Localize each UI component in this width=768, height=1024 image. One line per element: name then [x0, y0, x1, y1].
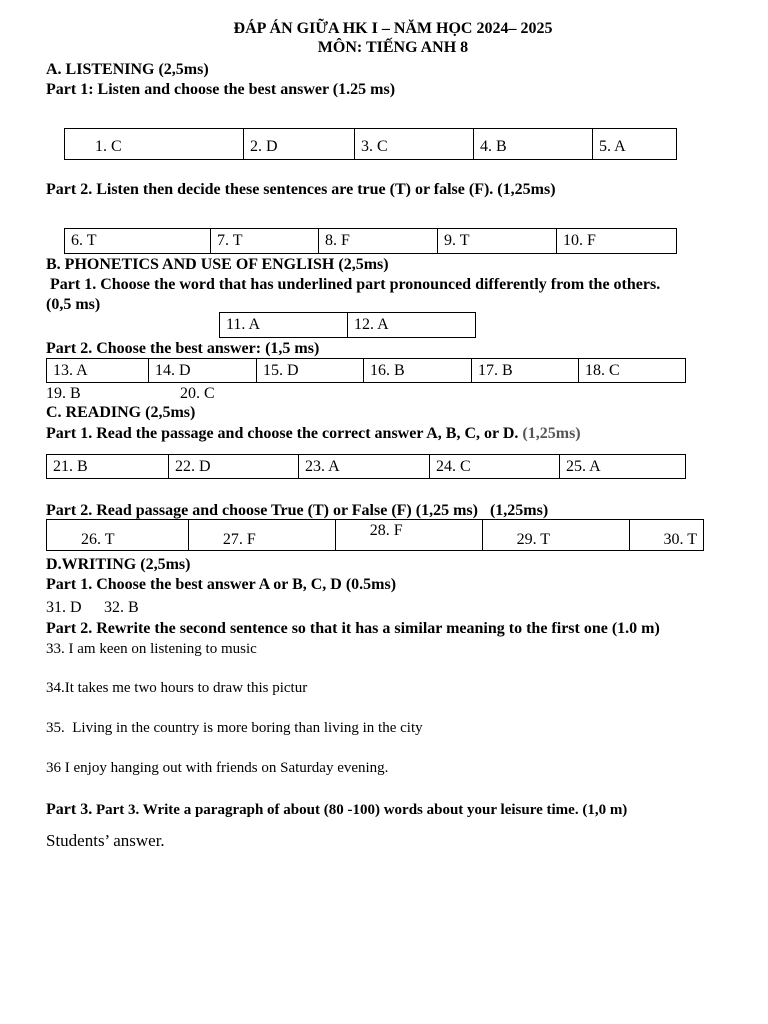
- answer-20: 20. C: [180, 385, 215, 402]
- section-c-part1-text: Part 1. Read the passage and choose the correct answer A, B, C, or D.: [46, 425, 519, 442]
- answer-cell: 23. A: [299, 455, 430, 479]
- answer-31: 31. D: [46, 599, 82, 616]
- answer-cell: 1. C: [65, 129, 244, 160]
- answer-cell: 15. D: [257, 359, 364, 383]
- answer-cell: 5. A: [593, 129, 677, 160]
- part3-answer: Students’ answer.: [46, 831, 165, 850]
- section-b-part2-heading: Part 2. Choose the best answer: (1,5 ms): [46, 340, 320, 357]
- section-a-part1-heading: Part 1: Listen and choose the best answer (1.25 ms): [46, 81, 396, 98]
- rewrite-item-33: 33. I am keen on listening to music: [46, 641, 257, 657]
- answer-32: 32. B: [104, 599, 139, 616]
- section-c-heading: C. READING (2,5ms): [46, 404, 196, 421]
- section-b-heading: B. PHONETICS AND USE OF ENGLISH (2,5ms): [46, 256, 389, 273]
- answer-cell: 8. F: [319, 229, 438, 254]
- answer-cell: 26. T: [47, 520, 189, 551]
- answer-cell: 30. T: [629, 520, 703, 551]
- answer-table-1-5: [64, 128, 677, 160]
- section-a-part2-heading: Part 2. Listen then decide these sentences are true (T) or false (F). (1,25ms): [46, 181, 556, 198]
- part3-label: Part 3.: [46, 801, 93, 818]
- answer-table-13-18: [46, 358, 686, 383]
- section-d-part2-heading: Part 2. Rewrite the second sentence so that it has a similar meaning to the first one (1.0 m): [46, 620, 660, 637]
- section-d-heading: [46, 555, 190, 574]
- answer-cell: 21. B: [47, 455, 169, 479]
- answer-cell: 22. D: [169, 455, 299, 479]
- subject-title: MÔN: TIẾNG ANH 8: [317, 39, 469, 56]
- section-b-part1-points: (0,5 ms): [46, 296, 101, 313]
- answer-19: 19. B: [46, 385, 81, 402]
- section-c-part2-heading: Part 2. Read passage and choose True (T) or False (F) (1,25 ms) (1,25ms): [46, 502, 549, 519]
- rewrite-item-36: 36 I enjoy hanging out with friends on Saturday evening.: [46, 760, 389, 776]
- answer-cell: 24. C: [430, 455, 560, 479]
- section-c-part1-points: (1,25ms): [522, 425, 581, 442]
- section-c-part1-heading: [46, 424, 581, 443]
- answer-cell: 28. F: [335, 520, 482, 551]
- answer-cell: 11. A: [220, 313, 348, 338]
- answer-cell: 6. T: [65, 229, 211, 254]
- answer-cell: 12. A: [348, 313, 476, 338]
- answer-cell: 2. D: [244, 129, 355, 160]
- answer-cell: 18. C: [579, 359, 686, 383]
- answer-table-6-10: [64, 228, 677, 254]
- answer-table-11-12: [219, 312, 476, 338]
- answer-cell: 25. A: [560, 455, 686, 479]
- answer-cell: 29. T: [482, 520, 629, 551]
- answer-cell: 9. T: [438, 229, 557, 254]
- section-b-part1-heading: Part 1. Choose the word that has underlined part pronounced differently from the others.: [46, 276, 661, 293]
- answer-table-21-25: [46, 454, 686, 479]
- answer-cell: 27. F: [188, 520, 335, 551]
- rewrite-item-35: 35. Living in the country is more boring than living in the city: [46, 720, 423, 736]
- section-d-letter: D: [46, 556, 58, 573]
- answer-cell: 17. B: [472, 359, 579, 383]
- section-d-part1-heading: Part 1. Choose the best answer A or B, C, D (0.5ms): [46, 576, 397, 593]
- part3-instruction: Part 3. Write a paragraph of about (80 -100) words about your leisure time. (1,0 m): [92, 802, 628, 818]
- section-a-heading: A. LISTENING (2,5ms): [46, 61, 209, 78]
- document-title: ĐÁP ÁN GIỮA HK I – NĂM HỌC 2024– 2025: [233, 20, 553, 37]
- answer-cell: 7. T: [211, 229, 319, 254]
- answer-cell: 3. C: [355, 129, 474, 160]
- section-d-part3-heading: [46, 800, 627, 820]
- answer-cell: 13. A: [47, 359, 149, 383]
- answer-cell: 14. D: [149, 359, 257, 383]
- answer-cell: 10. F: [557, 229, 677, 254]
- answer-table-26-30: [46, 519, 704, 551]
- answer-cell: 4. B: [474, 129, 593, 160]
- rewrite-item-34: 34.It takes me two hours to draw this pictur: [46, 680, 308, 696]
- section-d-title: .WRITING (2,5ms): [57, 556, 191, 573]
- answer-cell: 16. B: [364, 359, 472, 383]
